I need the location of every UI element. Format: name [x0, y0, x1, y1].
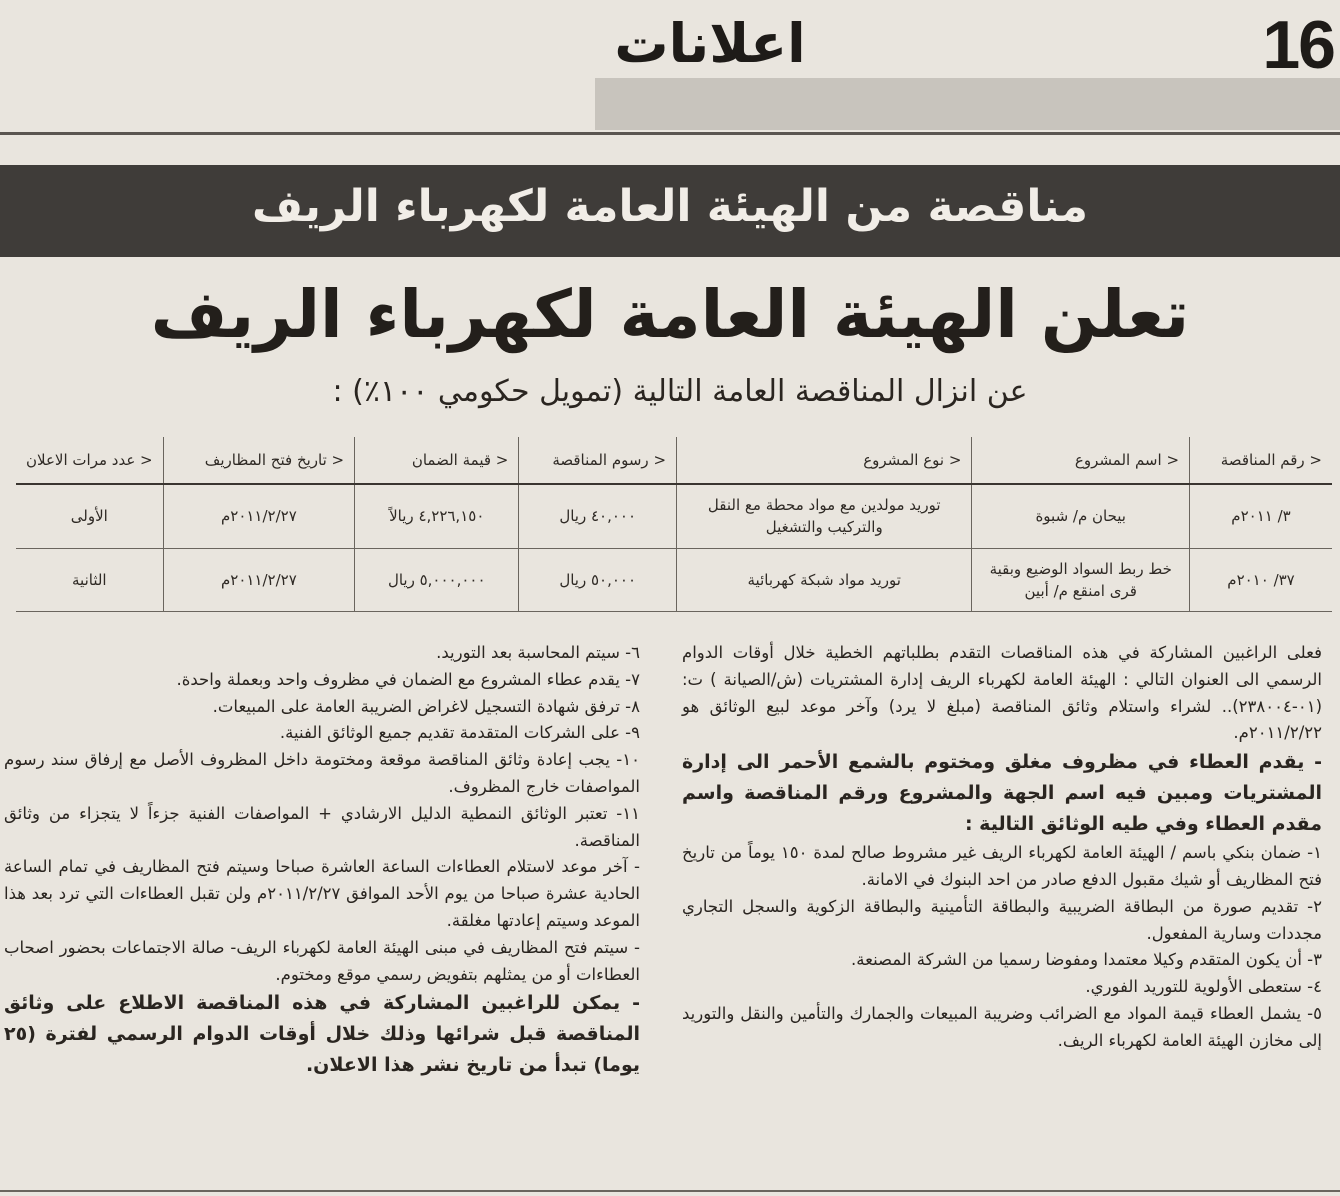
opening-date: ٢٠١١/٢/٢٧م	[163, 484, 355, 548]
condition-item: ١١- تعتبر الوثائق النمطية الدليل الارشادي + المواصفات الفنية جزءاً لا يتجزاء من وثائق المناقصة.	[4, 803, 640, 850]
table-header-row	[16, 437, 1332, 484]
requirement-item: ٤- ستعطى الأولوية للتوريد الفوري.	[1085, 977, 1322, 997]
table-row	[16, 548, 1332, 611]
requirement-item: ٢- تقديم صورة من البطاقة الضريبية والبطاقة التأمينية والبطاقة الزكوية والسجل التجاري مجددات وسارية المفعول.	[682, 896, 1322, 943]
requirement-item: ٥- يشمل العطاء قيمة المواد مع الضرائب وضريبة المبيعات والجمارك والتأمين والنقل والتوريد إلى مخازن الهيئة العامة لكهرباء الريف.	[682, 1003, 1322, 1050]
submission-notice: - يقدم العطاء في مظروف مغلق ومختوم بالشمع الأحمر الى إدارة المشتريات ومبين فيه اسم الجهة والمشروع ورقم المناقصة واسم مقدم العطاء وفي طيه الوثائق التالية :	[682, 751, 1322, 836]
right-text-column	[682, 640, 1322, 1055]
project-name: بيحان م/ شبوة	[972, 484, 1190, 548]
tender-table	[16, 437, 1332, 612]
col-header-project-type: < نوع المشروع	[677, 437, 972, 484]
col-header-tender-number: < رقم المناقصة	[1190, 437, 1332, 484]
ad-count: الأولى	[16, 484, 163, 548]
project-name: خط ربط السواد الوضيع وبقية قرى امنقع م/ أبين	[972, 548, 1190, 611]
table-row	[16, 484, 1332, 548]
banner-title: مناقصة من الهيئة العامة لكهرباء الريف	[251, 181, 1089, 232]
ad-headline: تعلن الهيئة العامة لكهرباء الريف	[150, 276, 1190, 353]
tender-fee: ٤٠,٠٠٠ ريال	[519, 484, 677, 548]
requirement-item: ١- ضمان بنكي باسم / الهيئة العامة لكهرباء الريف غير مشروط صالح لمدة ١٥٠ يوماً من تاريخ فتح المظاريف أو شيك مقبول الدفع صادر من احد البنوك في الامانة.	[682, 843, 1322, 889]
condition-item: ٨- ترفق شهادة التسجيل لاغراض الضريبة العامة على المبيعات.	[212, 696, 640, 716]
section-title: اعلانات	[614, 12, 806, 75]
project-type: توريد مواد شبكة كهربائية	[677, 548, 972, 611]
condition-item: ٦- سيتم المحاسبة بعد التوريد.	[436, 643, 640, 662]
col-header-guarantee: < قيمة الضمان	[355, 437, 519, 484]
page-number: 16	[1262, 7, 1334, 83]
tender-banner	[0, 165, 1340, 257]
opening-date: ٢٠١١/٢/٢٧م	[163, 548, 355, 611]
review-notice: - يمكن للراغبين المشاركة في هذه المناقصة الاطلاع على وثائق المناقصة قبل شرائها وذلك خلال أوقات الدوام الرسمي لفترة (٢٥ يوما) تبدأ من تاريخ نشر هذا الاعلان.	[4, 992, 640, 1077]
tender-fee: ٥٠,٠٠٠ ريال	[519, 548, 677, 611]
header-bar	[595, 78, 1340, 130]
condition-item: ٧- يقدم عطاء المشروع مع الضمان في مظروف واحد وبعملة واحدة.	[176, 669, 640, 689]
col-header-ad-count: < عدد مرات الاعلان	[16, 437, 163, 484]
condition-item: ٩- على الشركات المتقدمة تقديم جميع الوثائق الفنية.	[279, 723, 640, 743]
left-text-column	[4, 640, 640, 1081]
bottom-divider	[0, 1190, 1340, 1192]
tender-number: ٣٧/ ٢٠١٠م	[1190, 548, 1332, 611]
guarantee-value: ٥,٠٠٠,٠٠٠ ريال	[355, 548, 519, 611]
guarantee-value: ٤,٢٢٦,١٥٠ ريالاً	[355, 484, 519, 548]
project-type: توريد مولدين مع مواد محطة مع النقل والتركيب والتشغيل	[677, 484, 972, 548]
ad-subheadline: عن انزال المناقصة العامة التالية (تمويل حكومي ١٠٠٪) :	[332, 374, 1028, 409]
condition-item: ١٠- يجب إعادة وثائق المناقصة موقعة ومختومة داخل المظروف الأصل مع إرفاق سند رسوم المواصفات خارج المظروف.	[4, 750, 640, 796]
col-header-opening-date: < تاريخ فتح المظاريف	[163, 437, 355, 484]
tender-number: ٣/ ٢٠١١م	[1190, 484, 1332, 548]
header-divider	[0, 132, 1340, 135]
intro-paragraph: فعلى الراغبين المشاركة في هذه المناقصات التقدم بطلباتهم الخطية خلال أوقات الدوام الرسمي الى العنوان التالي : الهيئة العامة لكهرباء الريف إدارة المشتريات (ش/الصيانة ) ت:(٠١-٢٣٨٠٠٤).. لشراء واستلام وثائق المناقصة (مبلغ لا يرد) وآخر موعد لبيع الوثائق هو ٢٠١١/٢/٢٢م.	[682, 643, 1322, 743]
page-header	[0, 0, 1340, 135]
col-header-tender-fee: < رسوم المناقصة	[519, 437, 677, 484]
deadline-notice: - آخر موعد لاستلام العطاءات الساعة العاشرة صباحا وسيتم فتح المظاريف في تمام الساعة الحادية عشرة صباحا من يوم الأحد الموافق ٢٠١١/٢/٢٧م ولن تقبل العطاءات التي ترد بعد هذا الموعد وسيتم إعادتها مغلقة.	[4, 857, 640, 930]
opening-notice: - سيتم فتح المظاريف في مبنى الهيئة العامة لكهرباء الريف- صالة الاجتماعات بحضور اصحاب العطاءات أو من يمثلهم بتفويض رسمي موقع ومختوم.	[4, 937, 640, 984]
col-header-project-name: < اسم المشروع	[972, 437, 1190, 484]
requirement-item: ٣- أن يكون المتقدم وكيلا معتمدا ومفوضا رسميا من الشركة المصنعة.	[851, 950, 1322, 970]
ad-count: الثانية	[16, 548, 163, 611]
